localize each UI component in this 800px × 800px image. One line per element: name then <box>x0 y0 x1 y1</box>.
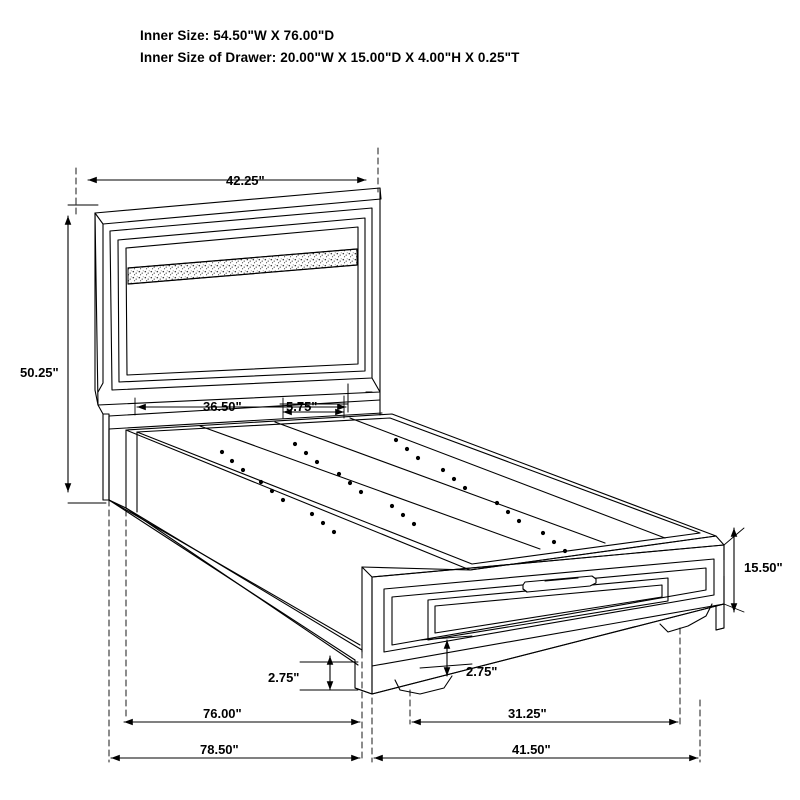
dim-headboard-width: 42.25" <box>226 173 265 188</box>
dim-clearance-right: 2.75" <box>466 664 498 679</box>
dim-headboard-height: 50.25" <box>20 365 59 380</box>
dim-headboard-panel-width: 36.50" <box>203 399 242 414</box>
dim-headboard-panel-gap: 5.75" <box>286 399 318 414</box>
dim-footboard-height: 15.50" <box>744 560 783 575</box>
inner-size-text: Inner Size: 54.50"W X 76.00"D <box>140 28 335 43</box>
dim-footboard-depth-outer: 41.50" <box>512 742 551 757</box>
dim-footboard-depth-inner: 31.25" <box>508 706 547 721</box>
dim-clearance-left: 2.75" <box>268 670 300 685</box>
dim-bed-depth-inner: 76.00" <box>203 706 242 721</box>
dim-bed-depth-outer: 78.50" <box>200 742 239 757</box>
inner-size-drawer-text: Inner Size of Drawer: 20.00"W X 15.00"D X 4.00"H X 0.25"T <box>140 50 520 65</box>
